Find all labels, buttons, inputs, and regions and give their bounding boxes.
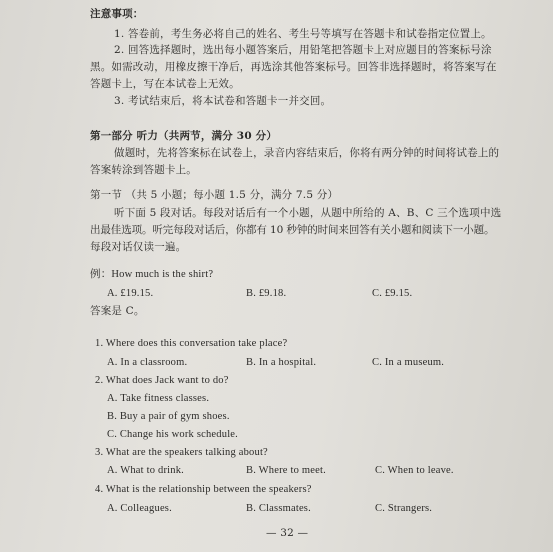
question-4-option-a: A. Colleagues. bbox=[107, 503, 172, 514]
page-number: — 32 — bbox=[266, 527, 309, 539]
example-option-c: C. £9.15. bbox=[372, 288, 413, 299]
notice-item-2-line-2: 黑。如需改动，用橡皮擦干净后，再选涂其他答案标号。回答非选择题时，将答案写在 bbox=[90, 61, 497, 73]
question-2-option-a: A. Take fitness classes. bbox=[107, 393, 210, 404]
question-4: 4. What is the relationship between the speakers? bbox=[95, 484, 312, 495]
section1-heading: 第一节 （共 5 小题；每小题 1.5 分，满分 7.5 分） bbox=[90, 189, 339, 201]
notice-item-2-line-3: 答题卡上，写在本试卷上无效。 bbox=[90, 78, 240, 90]
question-4-option-b: B. Classmates. bbox=[246, 503, 311, 514]
notice-item-1: 1. 答卷前，考生务必将自己的姓名、考生号等填写在答题卡和试卷指定位置上。 bbox=[114, 28, 492, 40]
question-1-option-b: B. In a hospital. bbox=[246, 357, 317, 368]
section1-intro-line-1: 听下面 5 段对话。每段对话后有一个小题，从题中所给的 A、B、C 三个选项中选 bbox=[114, 207, 502, 219]
part1-intro-line-2: 答案转涂到答题卡上。 bbox=[90, 164, 197, 176]
question-3: 3. What are the speakers talking about? bbox=[95, 447, 268, 458]
notice-item-3: 3. 考试结束后，将本试卷和答题卡一并交回。 bbox=[114, 95, 332, 107]
notice-title: 注意事项： bbox=[90, 8, 144, 20]
question-2-option-b: B. Buy a pair of gym shoes. bbox=[107, 411, 230, 422]
part1-intro-line-1: 做题时，先将答案标在试卷上，录音内容结束后，你将有两分钟的时间将试卷上的 bbox=[114, 147, 500, 159]
question-2: 2. What does Jack want to do? bbox=[95, 375, 229, 386]
section1-intro-line-2: 出最佳选项。听完每段对话后，你都有 10 秒钟的时间来回答有关小题和阅读下一小题。 bbox=[90, 224, 495, 236]
question-3-option-c: C. When to leave. bbox=[375, 465, 454, 476]
question-2-option-c: C. Change his work schedule. bbox=[107, 429, 238, 440]
question-4-option-c: C. Strangers. bbox=[375, 503, 433, 514]
example-option-a: A. £19.15. bbox=[107, 288, 154, 299]
section1-intro-line-3: 每段对话仅读一遍。 bbox=[90, 241, 187, 253]
question-1-option-c: C. In a museum. bbox=[372, 357, 445, 368]
example-answer: 答案是 C。 bbox=[90, 305, 145, 317]
part1-heading: 第一部分 听力（共两节，满分 30 分） bbox=[90, 130, 278, 142]
example-question: 例：How much is the shirt? bbox=[90, 269, 214, 280]
question-1-option-a: A. In a classroom. bbox=[107, 357, 188, 368]
notice-item-2-line-1: 2. 回答选择题时，选出每小题答案后，用铅笔把答题卡上对应题目的答案标号涂 bbox=[114, 44, 492, 56]
question-3-option-a: A. What to drink. bbox=[107, 465, 184, 476]
question-1: 1. Where does this conversation take place? bbox=[95, 338, 288, 349]
example-option-b: B. £9.18. bbox=[246, 288, 287, 299]
question-3-option-b: B. Where to meet. bbox=[246, 465, 326, 476]
